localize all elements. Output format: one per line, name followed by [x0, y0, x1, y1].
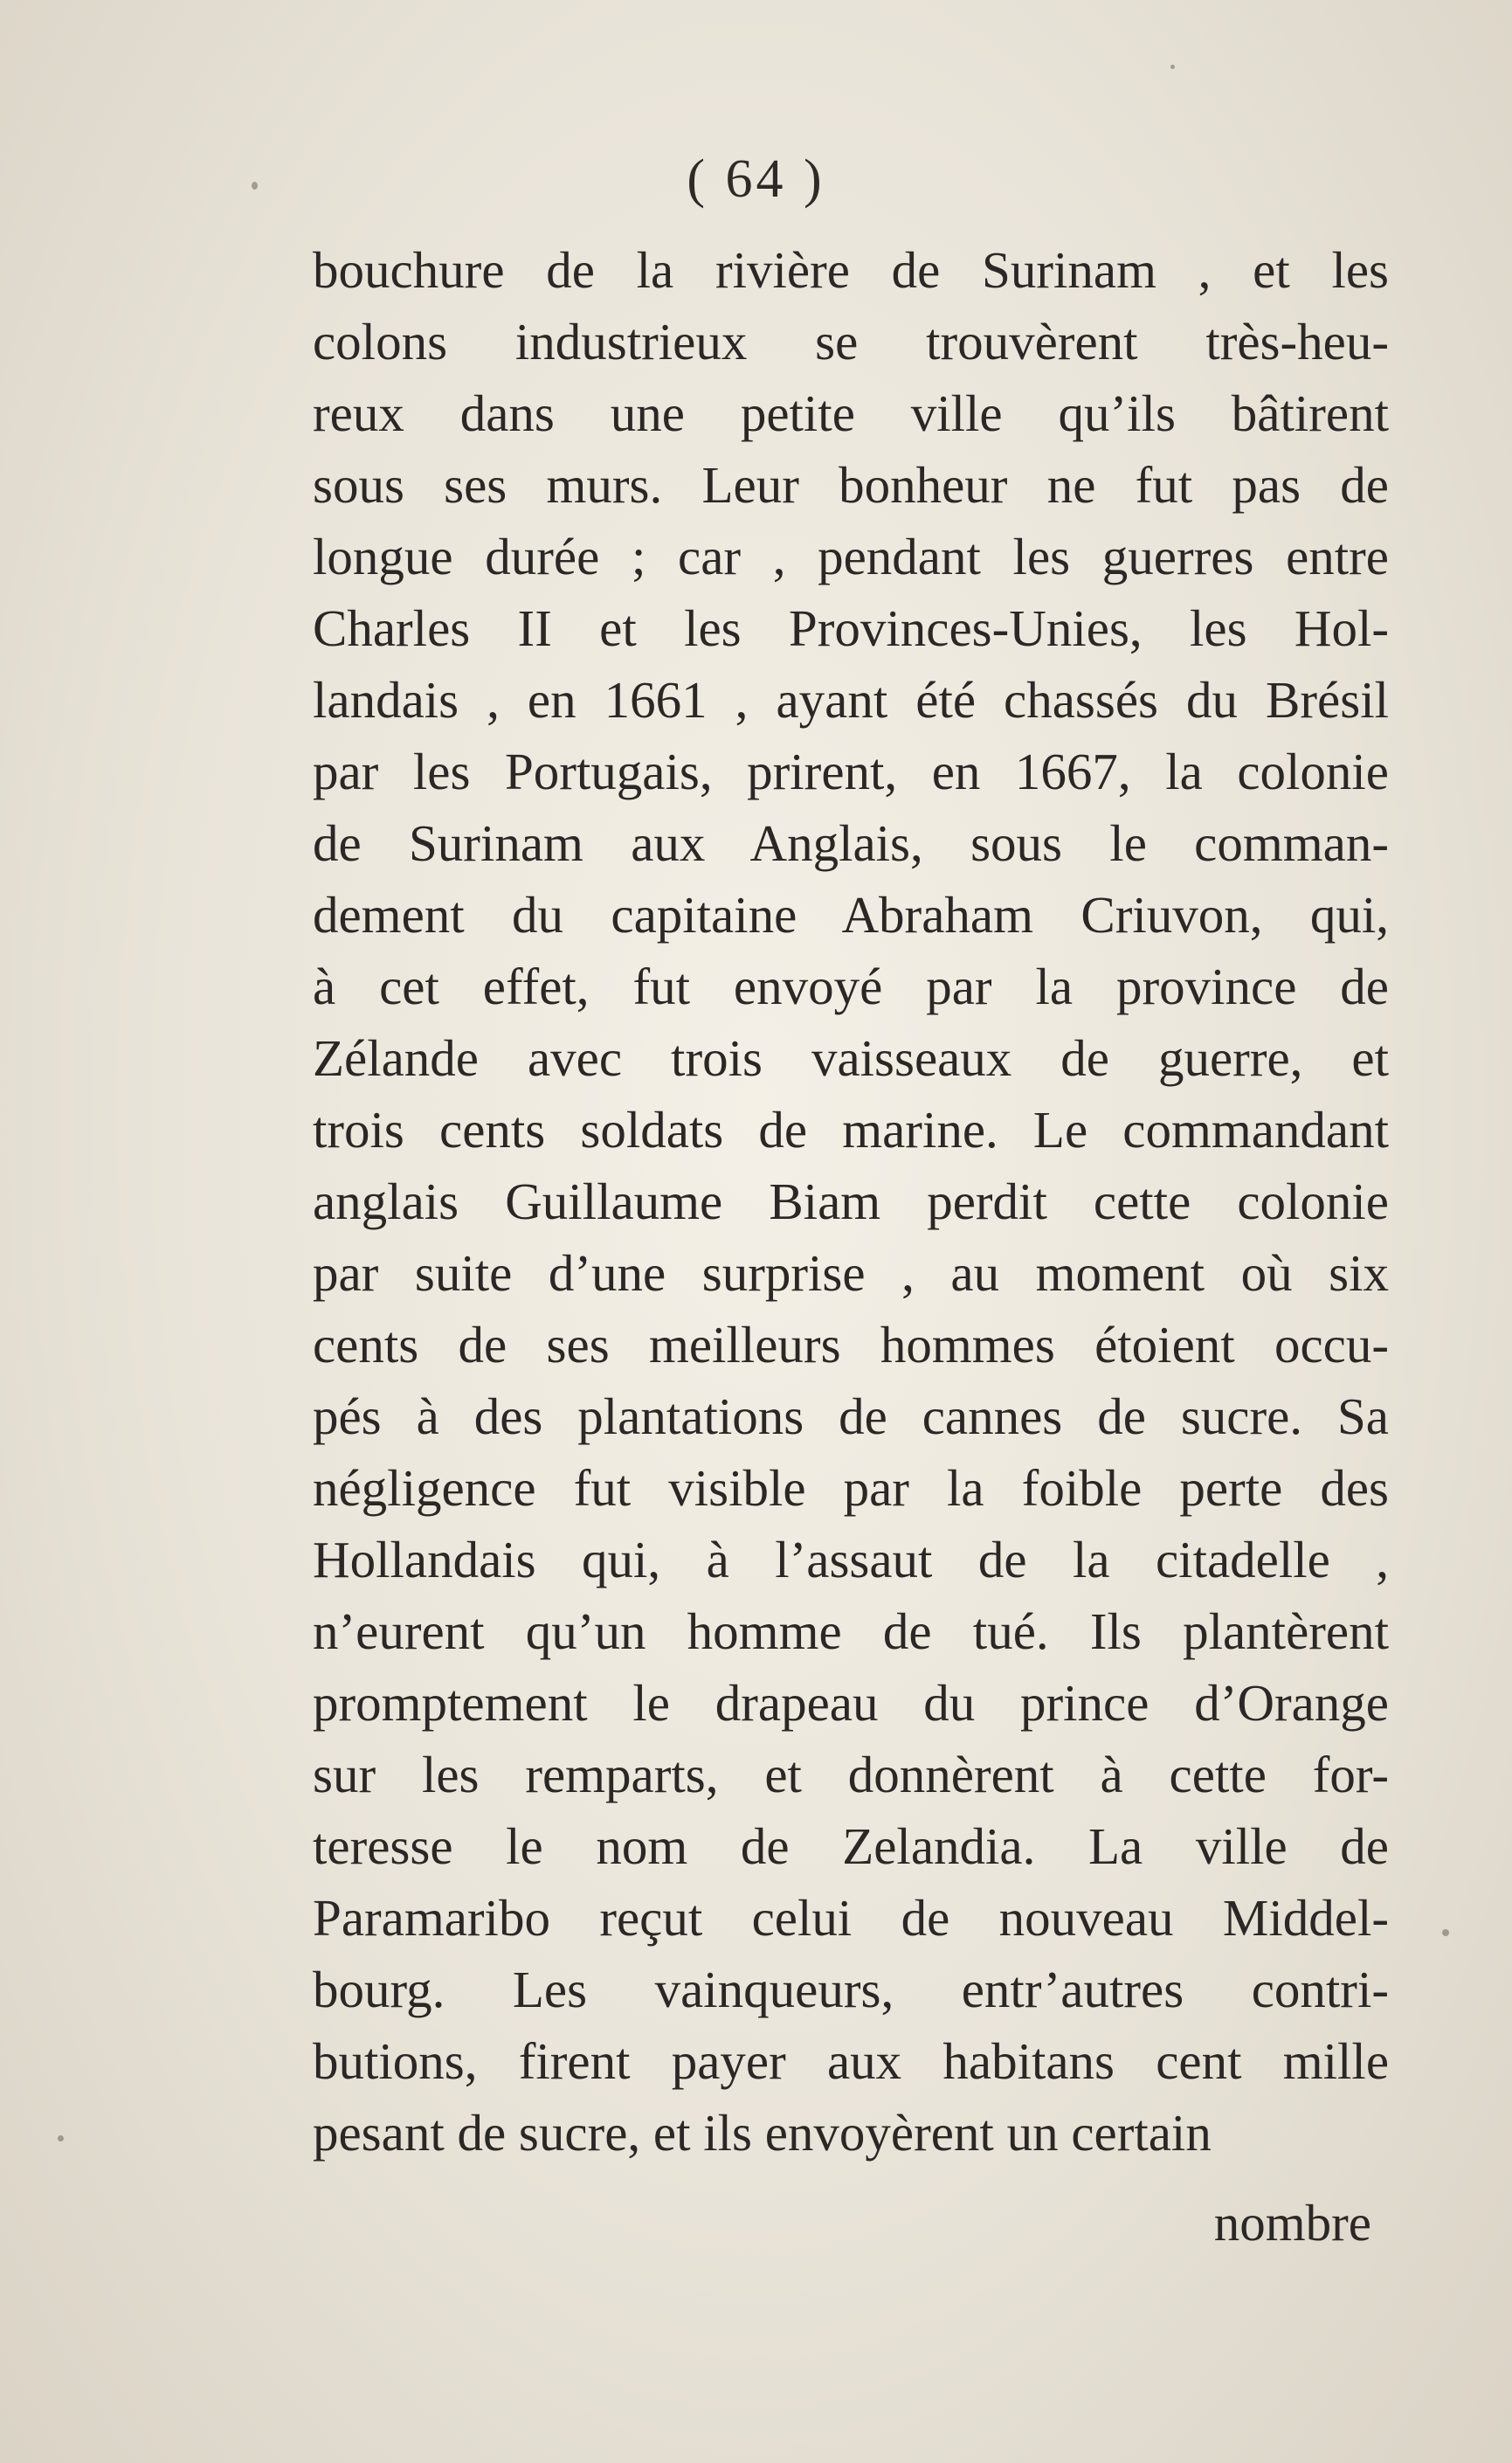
- text-line: par suite d’une surprise , au moment où six: [313, 1244, 1389, 1302]
- text-line: bouchure de la rivière de Surinam , et les: [313, 241, 1389, 299]
- paper-speck: [58, 2135, 64, 2141]
- text-line: n’eurent qu’un homme de tué. Ils plantèrent: [313, 1602, 1389, 1660]
- page-number: ( 64 ): [687, 149, 825, 209]
- text-line: Hollandais qui, à l’assaut de la citadelle ,: [313, 1531, 1389, 1588]
- text-line: butions, firent payer aux habitans cent mille: [313, 2032, 1389, 2090]
- text-line: colons industrieux se trouvèrent très-heu-: [313, 313, 1389, 370]
- text-line: teresse le nom de Zelandia. La ville de: [313, 1817, 1389, 1875]
- text-line: de Surinam aux Anglais, sous le comman-: [313, 814, 1389, 872]
- text-line: cents de ses meilleurs hommes étoient occu-: [313, 1316, 1389, 1373]
- text-line: bourg. Les vainqueurs, entr’autres contri-: [313, 1961, 1389, 2018]
- text-line: anglais Guillaume Biam perdit cette colonie: [313, 1173, 1389, 1230]
- text-line: par les Portugais, prirent, en 1667, la colonie: [313, 743, 1389, 800]
- paper-speck: [252, 182, 258, 190]
- text-line: Zélande avec trois vaisseaux de guerre, et: [313, 1029, 1389, 1087]
- text-line: à cet effet, fut envoyé par la province de: [313, 958, 1389, 1015]
- text-line: Paramaribo reçut celui de nouveau Middel-: [313, 1889, 1389, 1947]
- paper-speck: [1442, 1929, 1449, 1936]
- text-line: promptement le drapeau du prince d’Orange: [313, 1674, 1389, 1732]
- text-line: reux dans une petite ville qu’ils bâtirent: [313, 384, 1389, 442]
- text-line: dement du capitaine Abraham Criuvon, qui,: [313, 886, 1389, 944]
- text-line: pés à des plantations de cannes de sucre. Sa: [313, 1387, 1389, 1445]
- text-line: sur les remparts, et donnèrent à cette for-: [313, 1746, 1389, 1803]
- text-line: pesant de sucre, et ils envoyèrent un certain: [313, 2104, 1212, 2162]
- body-text: [313, 234, 1389, 2169]
- text-line: sous ses murs. Leur bonheur ne fut pas de: [313, 456, 1389, 514]
- text-line: landais , en 1661 , ayant été chassés du Brésil: [313, 671, 1389, 729]
- text-line: Charles II et les Provinces-Unies, les Hol-: [313, 599, 1389, 657]
- text-line: négligence fut visible par la foible perte des: [313, 1459, 1389, 1517]
- catchword: nombre: [1213, 2194, 1371, 2252]
- text-line: longue durée ; car , pendant les guerres entre: [313, 528, 1389, 585]
- paper-speck: [1170, 65, 1175, 69]
- text-line: trois cents soldats de marine. Le commandant: [313, 1101, 1389, 1159]
